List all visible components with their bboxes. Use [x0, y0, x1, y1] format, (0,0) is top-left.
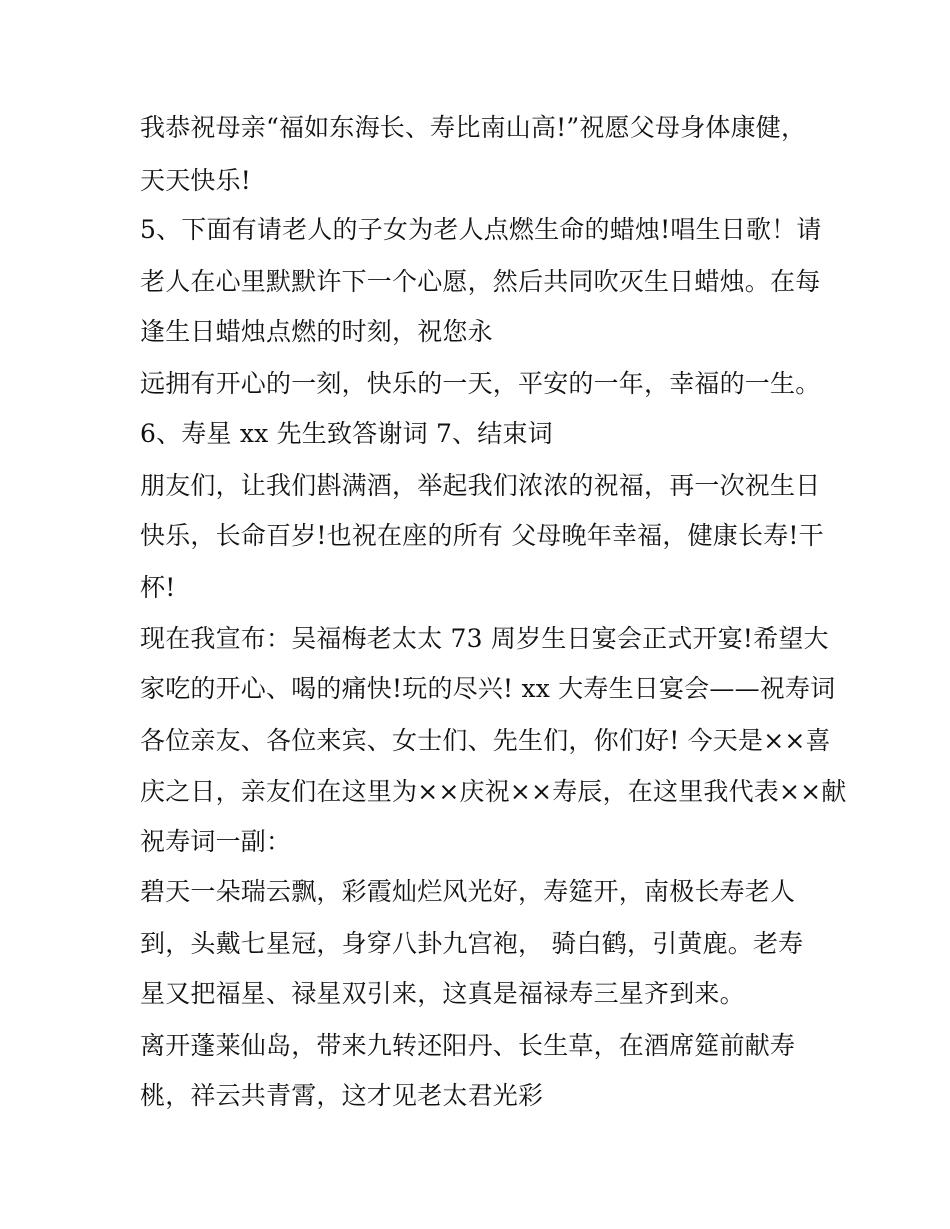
text-line: 各位亲友、各位来宾、女士们、先生们，你们好! 今天是××喜	[140, 726, 831, 755]
text-line: 朋友们，让我们斟满酒，举起我们浓浓的祝福，再一次祝生日	[140, 471, 821, 500]
text-line: 碧天一朵瑞云飘，彩霞灿烂风光好，寿筵开，南极长寿老人	[140, 877, 796, 906]
text-line: 老人在心里默默许下一个心愿，然后共同吹灭生日蜡烛。在每	[140, 267, 821, 296]
text-line: 离开蓬莱仙岛，带来九转还阳丹、长生草，在酒席筵前献寿	[140, 1031, 796, 1060]
text-line: 家吃的开心、喝的痛快!玩的尽兴! xx 大寿生日宴会——祝寿词	[140, 674, 836, 703]
text-line: 星又把福星、禄星双引来，这真是福禄寿三星齐到来。	[140, 979, 745, 1008]
text-line: 桃，祥云共青霄，这才见老太君光彩	[140, 1081, 544, 1110]
text-line: 远拥有开心的一刻，快乐的一天，平安的一年，幸福的一生。	[140, 369, 821, 398]
text-line: 现在我宣布：吴福梅老太太 73 周岁生日宴会正式开宴!希望大	[140, 624, 829, 653]
text-line: 天天快乐!	[140, 166, 252, 195]
text-line: 庆之日，亲友们在这里为××庆祝××寿辰，在这里我代表××献	[140, 777, 847, 806]
text-line: 杯!	[140, 573, 176, 602]
text-line: 5、下面有请老人的子女为老人点燃生命的蜡烛!唱生日歌！请	[140, 215, 822, 244]
text-line: 祝寿词一副：	[140, 827, 292, 856]
text-line: 到，头戴七星冠，身穿八卦九宫袍， 骑白鹤，引黄鹿。老寿	[140, 929, 804, 958]
text-line: 6、寿星 xx 先生致答谢词 7、结束词	[140, 419, 553, 448]
text-line: 我恭祝母亲“福如东海长、寿比南山高!”祝愿父母身体康健，	[140, 113, 807, 142]
text-line: 快乐，长命百岁!也祝在座的所有 父母晚年幸福，健康长寿!干	[140, 521, 824, 550]
text-line: 逢生日蜡烛点燃的时刻，祝您永	[140, 317, 493, 346]
